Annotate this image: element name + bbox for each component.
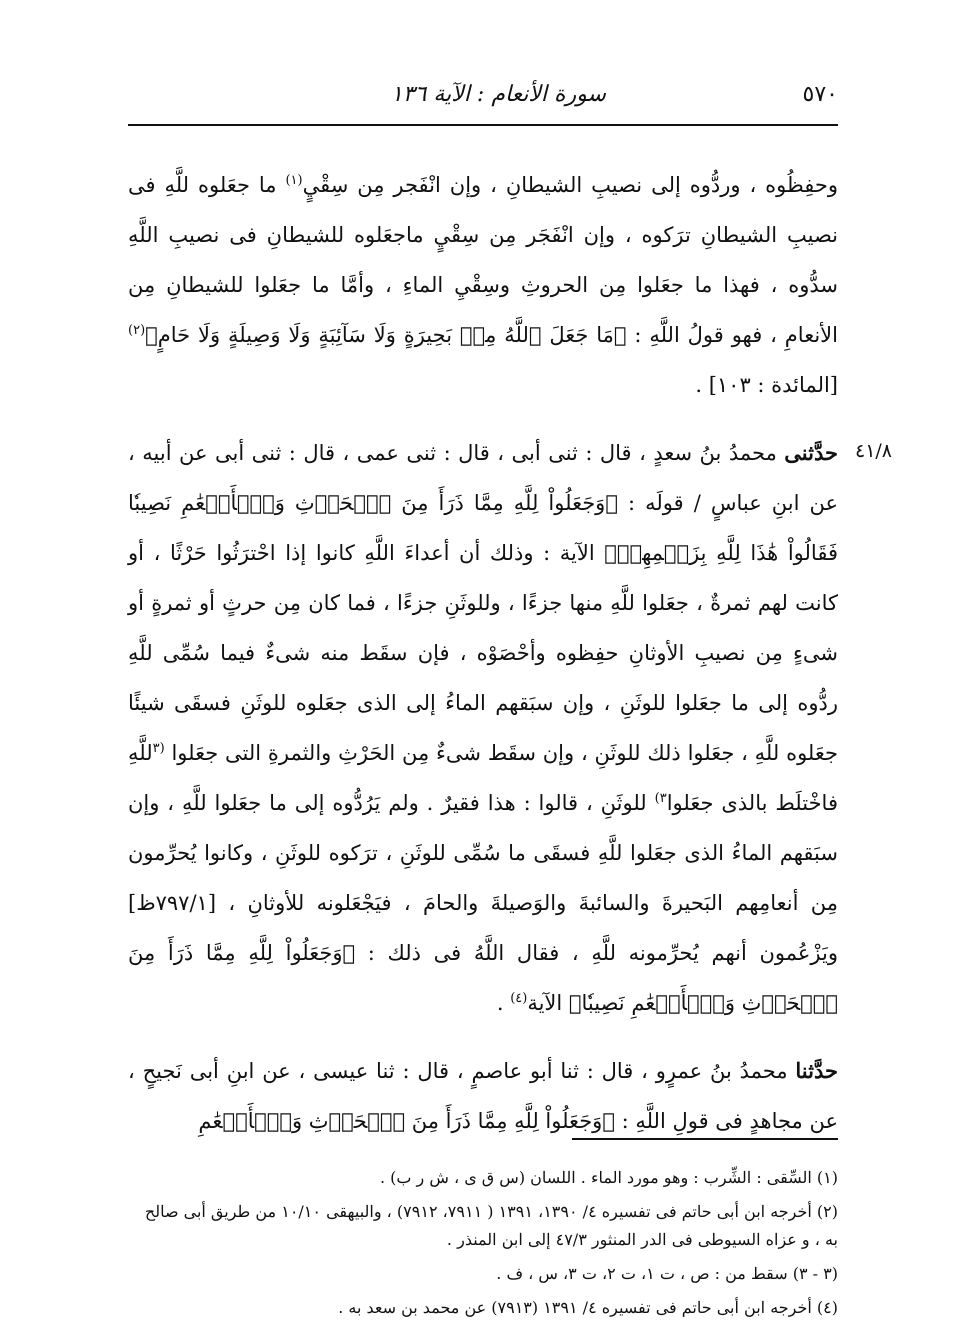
footnote-4: (٤) أخرجه ابن أبى حاتم فى تفسيره ٤/ ١٣٩١ (٧٩١٣) عن محمد بن سعد به .: [338, 1298, 838, 1317]
paragraph-text: ما جعَلوه للَّهِ فى نصيبِ الشيطانِ ترَكوه ، وإن انْفَجَر مِن سِقْيٍ ماجعَلوه للشيطانِ فى نصيبِ اللَّهِ سدُّوه ، فهذا ما جعَلوا مِن الحروثِ وسِقْيِ الماءِ ، وأمَّا ما جعَلوا للشيطانِ مِن الأنعامِ ، فهو قولُ اللَّهِ : ﴿مَا جَعَلَ ٱللَّهُ مِنۢ بَحِيرَةٍ وَلَا سَآئِبَةٍ وَلَا وَصِيلَةٍ وَلَا حَامٍ﴾: [128, 173, 838, 347]
narration-word: حدَّثنى: [784, 440, 838, 465]
footnote-marker: (٣: [152, 741, 165, 756]
footnote-3: (٣ - ٣) سقط من : ص ، ت ١، ت ٢، ت ٣، س ، ف .: [496, 1264, 838, 1283]
footnote-marker: (٤): [510, 991, 528, 1006]
paragraph-1: [128, 160, 838, 410]
footnote-1: (١) السِّقى : الشِّرب : وهو مورد الماء . اللسان (س ق ى ، ش ر ب) .: [379, 1168, 838, 1187]
footnote-marker: ٣): [654, 791, 667, 806]
paragraph-text: محمدُ بنُ سعدٍ ، قال : ثنى أبى ، قال : ثنى عمى ، قال : ثنى أبى عن أبيه ، عن ابنِ عباسٍ / قولَه : ﴿وَجَعَلُواْ لِلَّهِ مِمَّا ذَرَأَ مِنَ ٱلۡحَرۡثِ وَٱلۡأَنۡعَٰمِ نَصِيبٗا فَقَالُواْ هَٰذَا لِلَّهِ بِزَعۡمِهِمۡ﴾ الآية : وذلك أن أعداءَ اللَّهِ كانوا إذا احْترَثُوا حَرْثًا ، أو كانت لهم ثمرةٌ ، جعَلوا للَّهِ منها جزءًا ، وللوثَنِ جزءًا ، فما كان مِن حرثٍ أو ثمرةٍ أو شىءٍ مِن نصيبِ الأوثانِ حفِظوه وأحْصَوْه ، فإن سقَط منه شىءٌ فيما سُمِّى للَّهِ ردُّوه إلى ما جعَلوا للوثَنِ ، وإن سبَقهم الماءُ إلى الذى جعَلوه للوثَنِ فسقَى شيئًا جعَلوه للَّهِ ، جعَلوا ذلك للوثَنِ ، وإن سقَط شىءٌ مِن الحَرْثِ والثمرةِ التى جعَلوا: [128, 441, 838, 765]
page-number: ٥٧٠: [802, 82, 838, 107]
footnote-2: (٢) أخرجه ابن أبى حاتم فى تفسيره ٤/ ١٣٩٠، ١٣٩١ ( ٧٩١١، ٧٩١٢) ، والبيهقى ١٠/١٠ من طريق أبى صالح به ، و عزاه السيوطى فى الدر المنثور ٤٧/٣ إلى ابن المنذر .: [144, 1202, 838, 1249]
paragraph-end: .: [496, 991, 511, 1015]
paragraph-3: [128, 1046, 838, 1146]
footnote-marker: (٢): [128, 323, 146, 338]
paragraph-text: وحفِظُوه ، وردُّوه إلى نصيبِ الشيطانِ ، وإن انْفَجر مِن سِقْيٍ: [302, 173, 838, 197]
main-text: [128, 160, 838, 1164]
running-head: [128, 78, 838, 118]
paragraph-2: [128, 428, 838, 1028]
narration-word: حدَّثنا: [795, 1058, 838, 1083]
header-rule: [128, 124, 838, 126]
paragraph-text: للوثَنِ ، قالوا : هذا فقيرٌ . ولم يَرُدُّوه إلى ما جعَلوا للَّهِ ، وإن سبَقهم الماءُ الذى جعَلوا للَّهِ فسقَى ما سُمِّى للوثَنِ ، ترَكوه للوثَنِ ، وكانوا يُحرِّمون مِن أنعامِهم البَحيرةَ والسائبةَ والوَصيلةَ والحامَ ، فيَجْعَلونه للأوثانِ ، [٧٩٧/١ظ] ويَزْعُمون أنهم يُحرِّمونه للَّهِ ، فقال اللَّهُ فى ذلك : ﴿وَجَعَلُواْ لِلَّهِ مِمَّا ذَرَأَ مِنَ ٱلۡحَرۡثِ وَٱلۡأَنۡعَٰمِ نَصِيبٗا﴾ الآية: [128, 791, 838, 1015]
paragraph-text: للَّهِ فاخْتلَط بالذى جعَلوا: [128, 741, 838, 815]
paragraph-text: محمدُ بنُ عمرٍو ، قال : ثنا أبو عاصمٍ ، قال : ثنا عيسى ، عن ابنِ أبى نَجيحٍ ، عن مجاهدٍ فى قولِ اللَّهِ : ﴿وَجَعَلُواْ لِلَّهِ مِمَّا ذَرَأَ مِنَ ٱلۡحَرۡثِ وَٱلۡأَنۡعَٰمِ: [128, 1059, 838, 1133]
citation: [المائدة : ١٠٣] .: [695, 373, 838, 397]
footnote-marker: (١): [285, 173, 303, 188]
running-title: سورة الأنعام : الآية ١٣٦: [390, 82, 606, 107]
footnote-rule: [572, 1138, 838, 1140]
footnotes: [128, 1164, 838, 1331]
margin-reference: ٤١/٨: [855, 440, 893, 462]
